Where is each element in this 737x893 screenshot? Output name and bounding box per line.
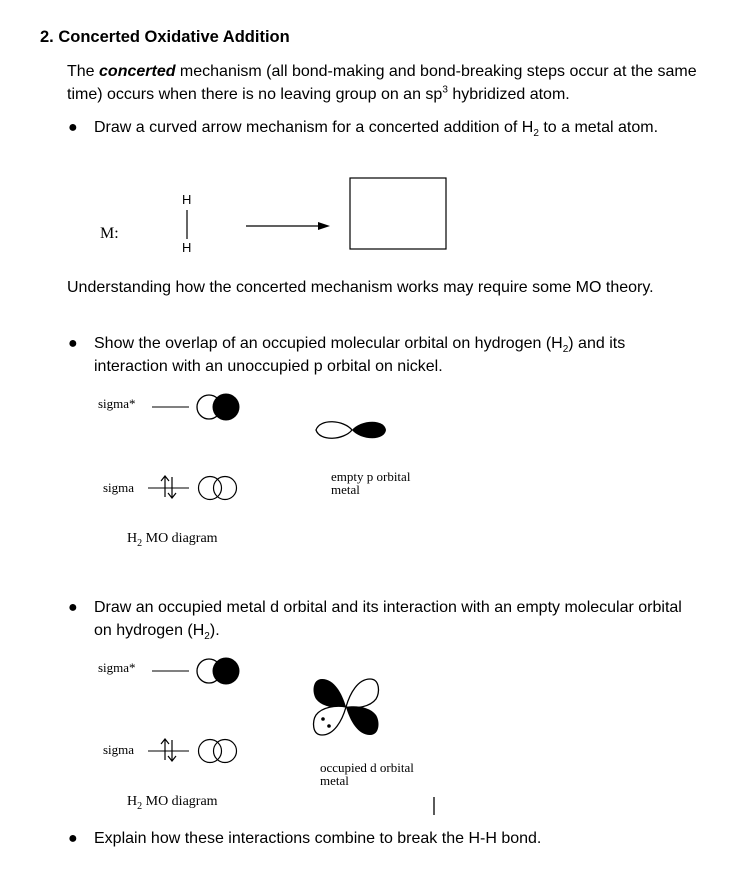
sigma-star-label-1: sigma* [98,396,136,411]
p-orbital-label-line1: empty p orbital [331,469,411,484]
d-orbital-electron-1 [321,717,325,721]
sigma-label-2: sigma [103,742,135,757]
intro-emphasis: concerted [99,63,176,80]
sigma-star-label-2: sigma* [98,660,136,675]
intro-text-middle: mechanism (all bond-making and bond-breaking steps occur at the same time) occurs when there is no leaving group on an sp [67,63,697,103]
bullet2-text: Show the overlap of an occupied molecular orbital on hydrogen (H [94,335,563,352]
bullet3-text-end: ). [209,622,220,639]
hydrogen-top-label: H [182,192,192,207]
intro-text-start: The [67,63,100,80]
d-orbital-lobe-top-left [314,679,346,708]
caption1-h: H [127,531,138,546]
intro-superscript: 3 [442,84,448,96]
bullet-dot: ● [68,335,78,352]
d-orbital-graphic [314,679,379,735]
caption1-sub: 2 [137,537,143,549]
bullet-explain-task [68,827,694,850]
bullet1-subscript: 2 [533,128,539,140]
caption2-text: MO diagram [142,794,218,809]
bullet3-subscript: 2 [204,631,210,643]
metal-label: M: [100,225,119,242]
d-orbital-lobe-bottom-right [346,706,378,735]
bullet1-text-end: to a metal atom. [538,119,659,136]
bullet-dot: ● [68,830,78,847]
sigma-star-black-lobe-2 [213,658,240,685]
d-orbital-label-line2: metal [320,773,349,788]
bullet4-text: Explain how these interactions combine to break the H-H bond. [94,830,542,847]
caption2-sub: 2 [137,800,143,812]
d-orbital-lobe-top-right [346,679,378,708]
d-orbital-lobe-bottom-left [314,706,346,735]
bullet2-text-end: ) and its interaction with an unoccupied p orbital on nickel. [94,335,626,375]
intro-text-end: hybridized atom. [447,86,570,103]
section-number: 2. [40,28,54,46]
section-title: Concerted Oxidative Addition [58,28,290,46]
understanding-paragraph: Understanding how the concerted mechanism works may require some MO theory. [67,279,654,296]
d-orbital-electron-2 [327,724,331,728]
p-orbital-label-line2: metal [331,482,360,497]
bullet3-text: Draw an occupied metal d orbital and its interaction with an empty molecular orbital on hydrogen (H [94,599,682,639]
d-orbital-label-line1: occupied d orbital [320,760,414,775]
hydrogen-bottom-label: H [182,240,192,255]
bullet1-text: Draw a curved arrow mechanism for a concerted addition of H [94,119,534,136]
bullet-dot: ● [68,119,78,136]
sigma-lobe-right-2 [214,740,237,763]
bullet-dot: ● [68,599,78,616]
bullet2-subscript: 2 [562,344,569,356]
sigma-label-1: sigma [103,480,135,495]
caption1-text: MO diagram [142,531,218,546]
sigma-lobe-left-2 [199,740,222,763]
caption2-h: H [127,794,138,809]
